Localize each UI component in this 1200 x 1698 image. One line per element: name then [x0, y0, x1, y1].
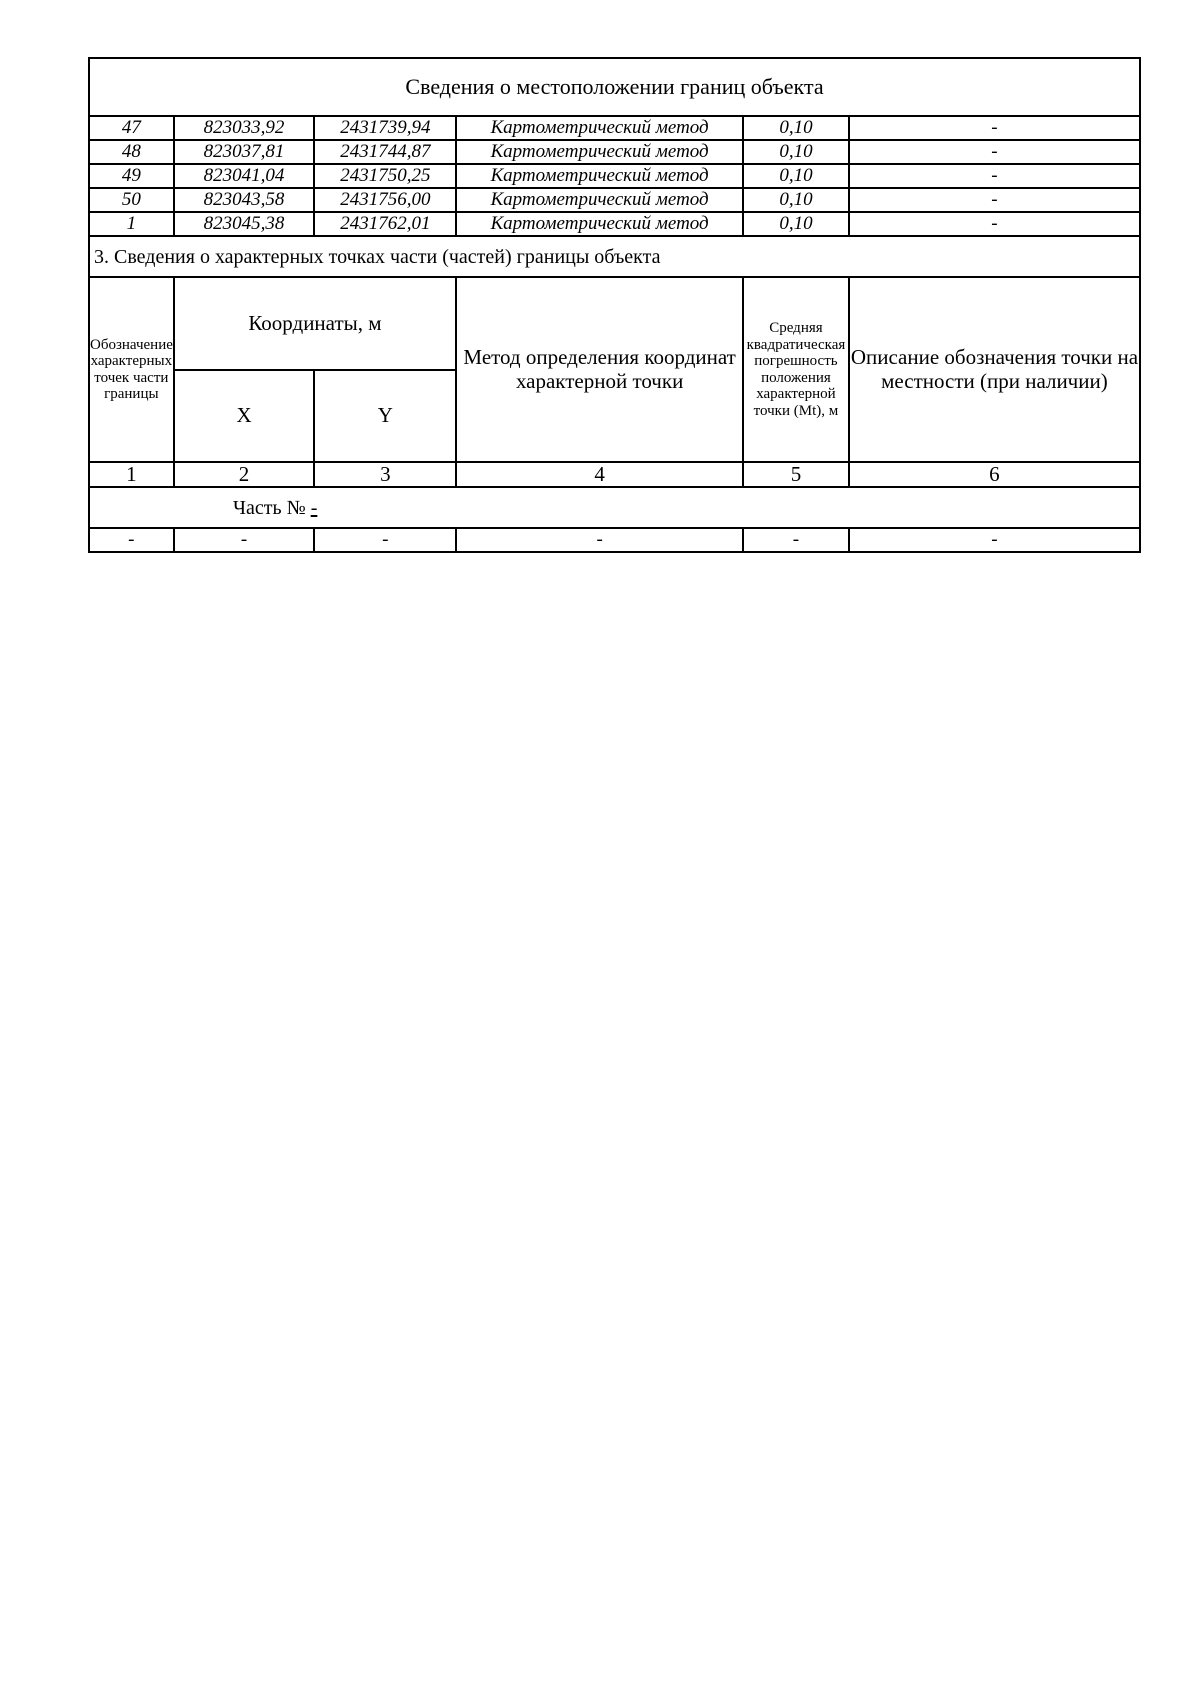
description: -	[849, 212, 1140, 236]
empty-cell: -	[849, 528, 1140, 552]
header-mt: Средняя квадратическая погрешность положения характерной точки (Mt), м	[743, 277, 849, 462]
table-row	[89, 188, 1140, 212]
header-method: Метод определения координат характерной точки	[456, 277, 743, 462]
coord-y: 2431756,00	[314, 188, 456, 212]
mt-value: 0,10	[743, 116, 849, 140]
method: Картометрический метод	[456, 188, 743, 212]
mt-value: 0,10	[743, 140, 849, 164]
table-title: Сведения о местоположении границ объекта	[89, 58, 1140, 116]
column-number: 4	[456, 462, 743, 487]
empty-cell: -	[743, 528, 849, 552]
header-description: Описание обозначения точки на местности (при наличии)	[849, 277, 1140, 462]
coord-y: 2431739,94	[314, 116, 456, 140]
mt-value: 0,10	[743, 212, 849, 236]
coord-x: 823045,38	[174, 212, 315, 236]
coord-x: 823033,92	[174, 116, 315, 140]
part-value: -	[310, 496, 318, 519]
coord-x: 823043,58	[174, 188, 315, 212]
point-number: 50	[89, 188, 174, 212]
table-row	[89, 116, 1140, 140]
boundary-table	[88, 57, 1141, 553]
header-coordinates: Координаты, м	[174, 277, 457, 370]
empty-cell: -	[89, 528, 174, 552]
table-row	[89, 528, 1140, 552]
coord-x: 823037,81	[174, 140, 315, 164]
method: Картометрический метод	[456, 116, 743, 140]
description: -	[849, 164, 1140, 188]
column-numbers-row	[89, 462, 1140, 487]
coord-x: 823041,04	[174, 164, 315, 188]
method: Картометрический метод	[456, 140, 743, 164]
mt-value: 0,10	[743, 164, 849, 188]
point-number: 1	[89, 212, 174, 236]
description: -	[849, 140, 1140, 164]
column-number: 2	[174, 462, 315, 487]
table-row	[89, 164, 1140, 188]
method: Картометрический метод	[456, 212, 743, 236]
column-number: 6	[849, 462, 1140, 487]
description: -	[849, 116, 1140, 140]
empty-cell: -	[456, 528, 743, 552]
coord-y: 2431762,01	[314, 212, 456, 236]
point-number: 47	[89, 116, 174, 140]
column-number: 1	[89, 462, 174, 487]
section-3-title: 3. Сведения о характерных точках части (частей) границы объекта	[89, 236, 1140, 277]
header-x: X	[174, 370, 315, 462]
part-row	[89, 487, 1140, 528]
description: -	[849, 188, 1140, 212]
point-number: 48	[89, 140, 174, 164]
table-row	[89, 212, 1140, 236]
header-y: Y	[314, 370, 456, 462]
empty-cell: -	[314, 528, 456, 552]
coord-y: 2431750,25	[314, 164, 456, 188]
method: Картометрический метод	[456, 164, 743, 188]
empty-cell: -	[174, 528, 315, 552]
column-number: 3	[314, 462, 456, 487]
header-point-designation: Обозначение характерных точек части границы	[89, 277, 174, 462]
coord-y: 2431744,87	[314, 140, 456, 164]
column-number: 5	[743, 462, 849, 487]
table-row	[89, 140, 1140, 164]
part-label: Часть №	[233, 496, 306, 519]
mt-value: 0,10	[743, 188, 849, 212]
point-number: 49	[89, 164, 174, 188]
